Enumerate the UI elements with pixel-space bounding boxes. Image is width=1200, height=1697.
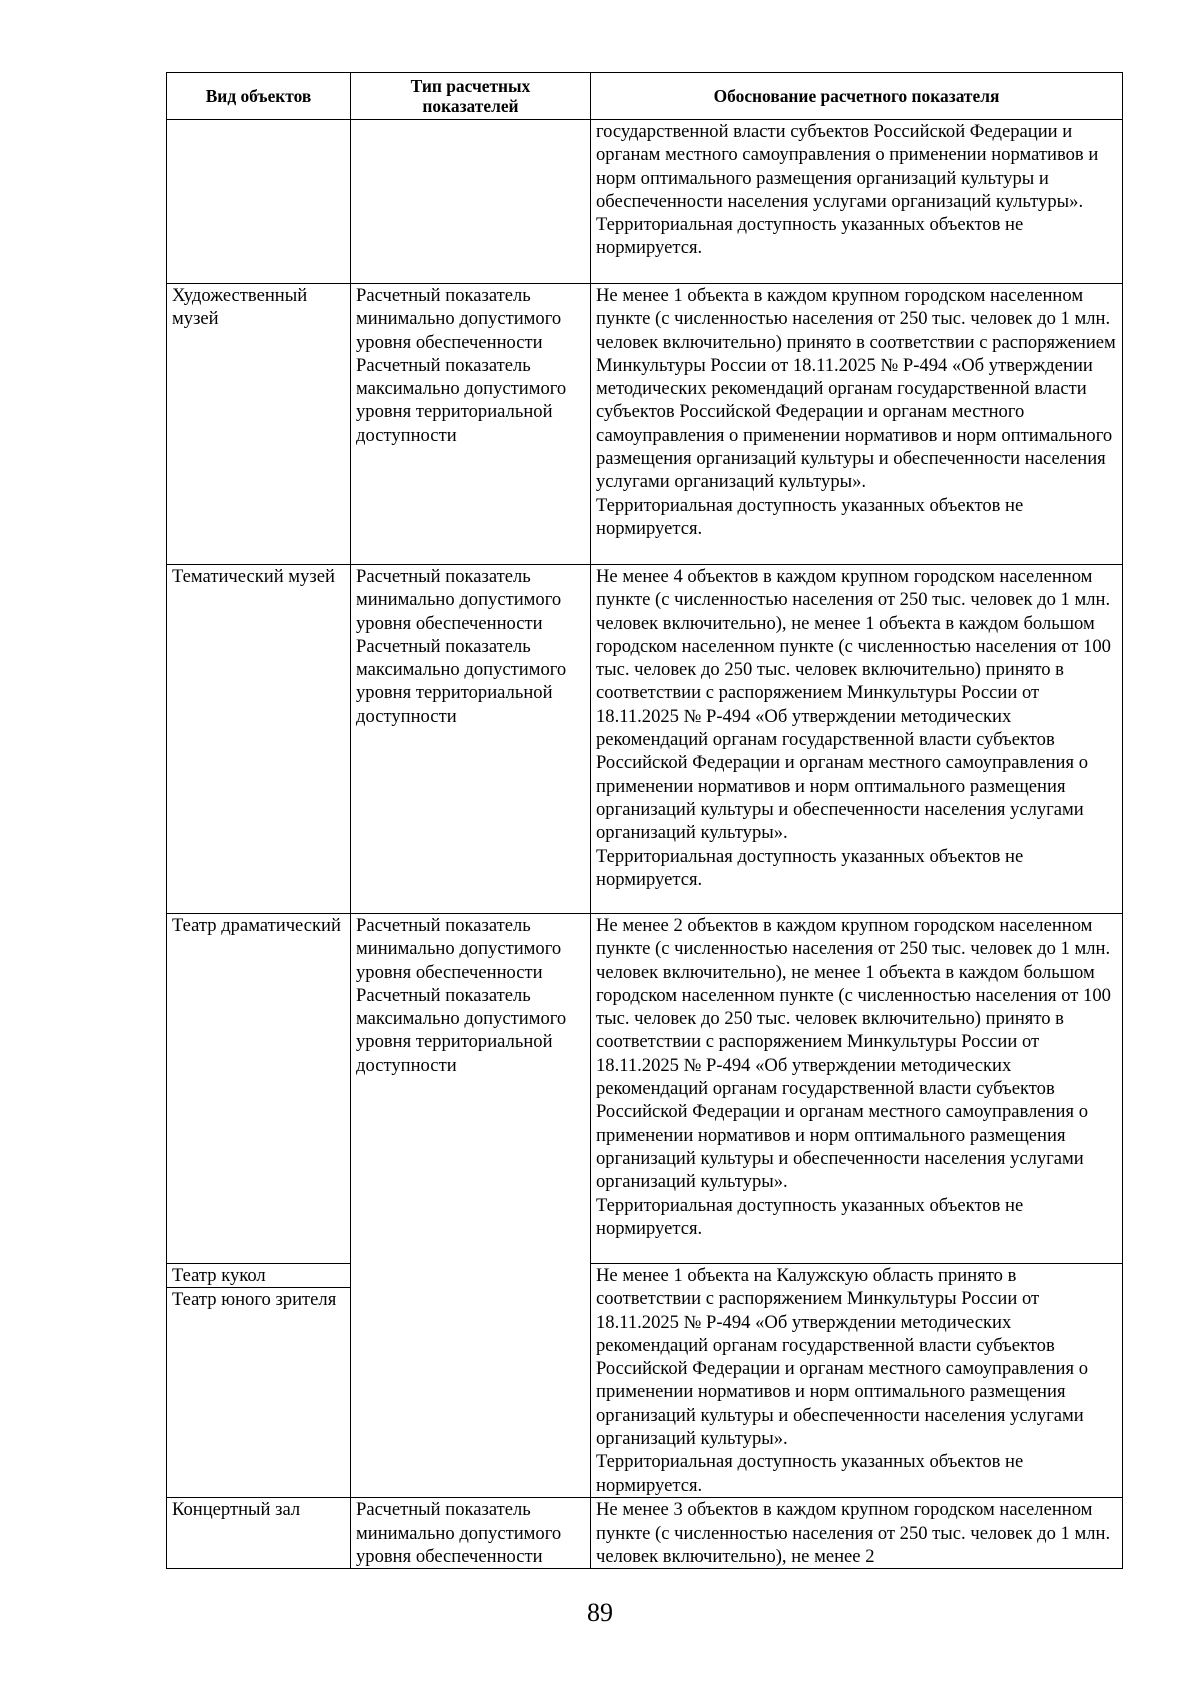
accessibility-note: Территориальная доступность указанных объектов не нормируется. — [596, 494, 1024, 539]
justification-text: Не менее 1 объекта в каждом крупном городском населенном пункте (с численностью населения от 250 тыс. человек до 1 млн. человек включительно) принято в соответствии с распоряжением Минкультуры России от 18.11.2025 № Р-494 «Об утверждении методических рекомендаций органам государственной власти субъектов Российской Федерации и органам местного самоуправления о применении нормативов и норм оптимального размещения организаций культуры и обеспеченности населения услугами организаций культуры». — [596, 285, 1116, 493]
accessibility-note: Территориальная доступность указанных объектов не нормируется. — [596, 1194, 1024, 1239]
justification-text: государственной власти субъектов Российской Федерации и органам местного самоуправления о применении нормативов и норм оптимального размещения организаций культуры и обеспеченности населения услугами организаций культуры». — [596, 121, 1099, 212]
table-row — [167, 565, 1123, 914]
table-row — [167, 284, 1123, 565]
table-row — [167, 120, 1123, 284]
table-row — [167, 914, 1123, 1264]
object-cell: Художественный музей — [167, 284, 351, 565]
indicator-cell: Расчетный показатель минимально допустимого уровня обеспеченности Расчетный показатель максимально допустимого уровня территориальной доступности — [351, 565, 591, 914]
accessibility-note: Территориальная доступность указанных объектов не нормируется. — [596, 214, 1024, 259]
object-cell: Театр кукол — [167, 1264, 351, 1288]
object-cell: Театр юного зрителя — [167, 1288, 351, 1498]
page-number: 89 — [587, 1598, 613, 1627]
justification-text: Не менее 4 объектов в каждом крупном городском населенном пункте (с численностью населения от 250 тыс. человек до 1 млн. человек включительно), не менее 1 объекта в каждом большом городском населенном пункте (с численностью населения от 100 тыс. человек до 250 тыс. человек включительно) принято в соответствии с распоряжением Минкультуры России от 18.11.2025 № Р-494 «Об утверждении методических рекомендаций органам государственной власти субъектов Российской Федерации и органам местного самоуправления о применении нормативов и норм оптимального размещения организаций культуры и обеспеченности населения услугами организаций культуры». — [596, 566, 1111, 844]
justification-text: Не менее 1 объекта на Калужскую область принято в соответствии с распоряжением Минкультуры России от 18.11.2025 № Р-494 «Об утверждении методических рекомендаций органам государственной власти субъектов Российской Федерации и органам местного самоуправления о применении нормативов и норм оптимального размещения организаций культуры и обеспеченности населения услугами организаций культуры». — [596, 1265, 1088, 1450]
indicator-cell: Расчетный показатель минимально допустимого уровня обеспеченности — [351, 1498, 591, 1569]
table-row — [167, 1264, 1123, 1288]
header-justification: Обоснование расчетного показателя — [591, 73, 1123, 120]
header-indicator-type: Тип расчетных показателей — [351, 73, 591, 120]
indicator-cell: Расчетный показатель минимально допустимого уровня обеспеченности Расчетный показатель максимально допустимого уровня территориальной доступности — [351, 284, 591, 565]
indicator-cell — [351, 120, 591, 284]
object-cell: Театр драматический — [167, 914, 351, 1264]
object-cell: Тематический музей — [167, 565, 351, 914]
justification-text: Не менее 3 объектов в каждом крупном городском населенном пункте (с численностью населения от 250 тыс. человек до 1 млн. человек включительно), не менее 2 — [596, 1499, 1111, 1567]
object-cell — [167, 120, 351, 284]
justification-cell — [591, 914, 1123, 1264]
accessibility-note: Территориальная доступность указанных объектов не нормируется. — [596, 1451, 1024, 1496]
justification-cell — [591, 284, 1123, 565]
header-object-type: Вид объектов — [167, 73, 351, 120]
table-row — [167, 1498, 1123, 1569]
norms-table — [166, 72, 1123, 1569]
justification-cell — [591, 1498, 1123, 1569]
accessibility-note: Территориальная доступность указанных объектов не нормируется. — [596, 845, 1024, 890]
justification-cell — [591, 565, 1123, 914]
object-cell: Концертный зал — [167, 1498, 351, 1569]
justification-text: Не менее 2 объектов в каждом крупном городском населенном пункте (с численностью населения от 250 тыс. человек до 1 млн. человек включительно), не менее 1 объекта в каждом большом городском населенном пункте (с численностью населения от 100 тыс. человек до 250 тыс. человек включительно) принято в соответствии с распоряжением Минкультуры России от 18.11.2025 № Р-494 «Об утверждении методических рекомендаций органам государственной власти субъектов Российской Федерации и органам местного самоуправления о применении нормативов и норм оптимального размещения организаций культуры и обеспеченности населения услугами организаций культуры». — [596, 915, 1111, 1193]
indicator-cell: Расчетный показатель минимально допустимого уровня обеспеченности Расчетный показатель максимально допустимого уровня территориальной доступности — [351, 914, 591, 1498]
justification-cell — [591, 120, 1123, 284]
table-header-row — [167, 73, 1123, 120]
justification-cell — [591, 1264, 1123, 1498]
